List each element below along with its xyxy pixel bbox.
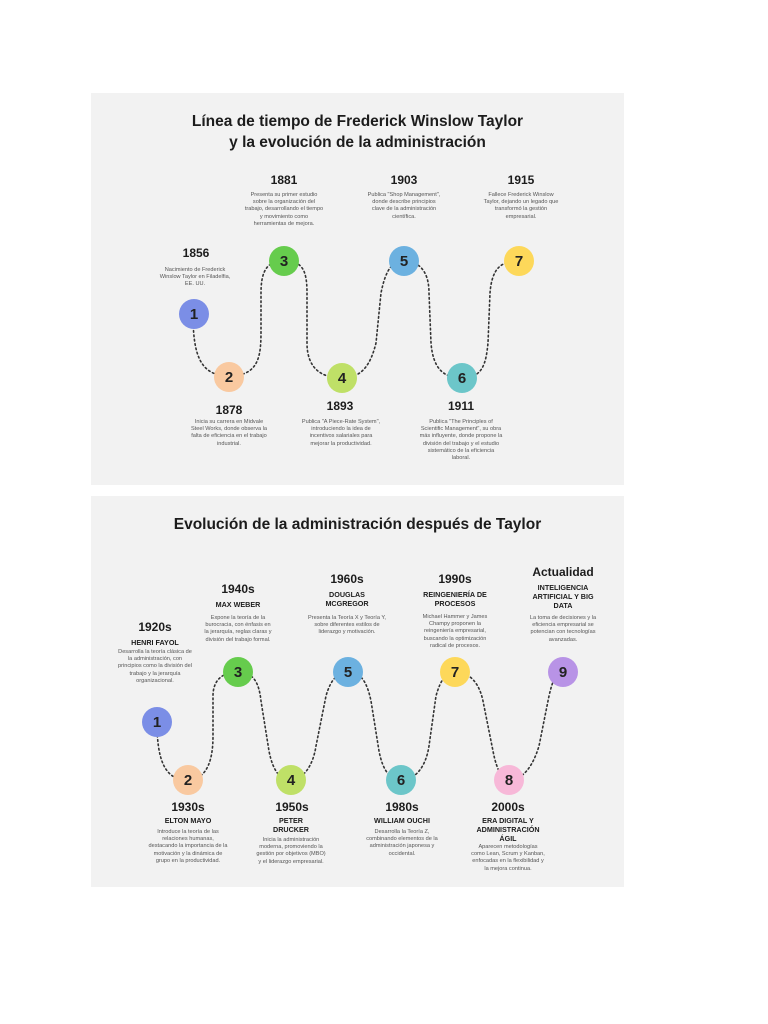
timeline2-year-2: 1930s bbox=[171, 800, 205, 814]
post-taylor-timeline-panel bbox=[91, 496, 624, 887]
timeline2-desc-3: Expone la teoría de la burocracia, con énfasis en la jerarquía, reglas claras y división del trabajo formal. bbox=[204, 615, 272, 643]
timeline1-year-3: 1881 bbox=[270, 173, 298, 187]
timeline1-year-5: 1903 bbox=[390, 173, 418, 187]
timeline2-node-8: 8 bbox=[494, 765, 524, 795]
timeline2-desc-4: Inicia la administración moderna, promoviendo la gestión por objetivos (MBO) y el liderazgo empresarial. bbox=[256, 837, 326, 865]
timeline1-year-7: 1915 bbox=[507, 173, 535, 187]
timeline1-node-5: 5 bbox=[389, 246, 419, 276]
timeline2-year-1: 1920s bbox=[138, 620, 172, 634]
timeline2-name-8: ERA DIGITAL Y ADMINISTRACIÓN ÁGIL bbox=[476, 816, 540, 843]
timeline2-name-7: REINGENIERÍA DE PROCESOS bbox=[423, 590, 487, 608]
timeline2-year-8: 2000s bbox=[491, 800, 525, 814]
timeline2-node-1: 1 bbox=[142, 707, 172, 737]
timeline2-name-6: WILLIAM OUCHI bbox=[374, 816, 430, 825]
timeline1-desc-1: Nacimiento de Frederick Winslow Taylor en Filadelfia, EE. UU. bbox=[159, 267, 231, 288]
timeline2-node-5: 5 bbox=[333, 657, 363, 687]
timeline2-year-7: 1990s bbox=[438, 572, 472, 586]
timeline2-node-4: 4 bbox=[276, 765, 306, 795]
timeline2-year-4: 1950s bbox=[275, 800, 309, 814]
timeline1-desc-2: Inicia su carrera en Midvale Steel Works, donde observa la falta de eficiencia en el trabajo industrial. bbox=[190, 419, 268, 447]
timeline1-desc-5: Publica "Shop Management", donde describe principios clave de la administración científica. bbox=[367, 192, 441, 220]
timeline1-year-1: 1856 bbox=[182, 246, 210, 260]
timeline2-name-2: ELTON MAYO bbox=[164, 816, 212, 825]
timeline1-node-4: 4 bbox=[327, 363, 357, 393]
timeline2-desc-5: Presenta la Teoría X y Teoría Y, sobre diferentes estilos de liderazgo y motivación. bbox=[308, 615, 386, 636]
timeline1-year-2: 1878 bbox=[215, 403, 243, 417]
timeline2-node-2: 2 bbox=[173, 765, 203, 795]
taylor-timeline-panel bbox=[91, 93, 624, 485]
timeline1-node-7: 7 bbox=[504, 246, 534, 276]
timeline1-desc-6: Publica "The Principles of Scientific Management", su obra más influyente, donde propone la división del trabajo y el estudio sistemático de la eficiencia laboral. bbox=[419, 419, 503, 462]
timeline2-year-9: Actualidad bbox=[532, 565, 594, 579]
timeline1-desc-3: Presenta su primer estudio sobre la organización del trabajo, desarrollando el tiempo y movimiento como herramientas de mejora. bbox=[244, 192, 324, 227]
timeline2-name-3: MAX WEBER bbox=[215, 600, 261, 609]
timeline2-desc-6: Desarrolla la Teoría Z, combinando elementos de la administración japonesa y occidental. bbox=[366, 829, 438, 857]
timeline1-title: Línea de tiempo de Frederick Winslow Taylor y la evolución de la administración bbox=[191, 113, 524, 151]
timeline2-desc-9: La toma de decisiones y la eficiencia empresarial se potencian con tecnologías avanzadas. bbox=[529, 615, 597, 643]
timeline1-node-1: 1 bbox=[179, 299, 209, 329]
timeline1-node-3: 3 bbox=[269, 246, 299, 276]
timeline1-desc-7: Fallece Frederick Winslow Taylor, dejando un legado que transformó la gestión empresarial. bbox=[483, 192, 559, 220]
timeline2-name-9: INTELIGENCIA ARTIFICIAL Y BIG DATA bbox=[532, 583, 594, 610]
timeline2-name-5: DOUGLAS MCGREGOR bbox=[325, 590, 369, 608]
timeline1-year-4: 1893 bbox=[326, 399, 354, 413]
timeline1-node-2: 2 bbox=[214, 362, 244, 392]
timeline2-node-3: 3 bbox=[223, 657, 253, 687]
timeline2-node-7: 7 bbox=[440, 657, 470, 687]
timeline2-name-4: PETER DRUCKER bbox=[273, 816, 309, 834]
timeline2-year-5: 1960s bbox=[330, 572, 364, 586]
timeline2-node-6: 6 bbox=[386, 765, 416, 795]
timeline2-desc-7: Michael Hammer y James Champy proponen la reingeniería empresarial, buscando la optimización radical de procesos. bbox=[422, 614, 488, 649]
timeline1-desc-4: Publica "A Piece-Rate System", introduciendo la idea de incentivos salariales para mejorar la productividad. bbox=[301, 419, 381, 447]
timeline2-desc-1: Desarrolla la teoría clásica de la administración, con principios como la división del trabajo y la jerarquía organizacional. bbox=[118, 649, 192, 684]
timeline2-title: Evolución de la administración después de Taylor bbox=[173, 516, 542, 533]
timeline1-year-6: 1911 bbox=[447, 399, 475, 413]
timeline2-node-9: 9 bbox=[548, 657, 578, 687]
timeline2-desc-2: Introduce la teoría de las relaciones humanas, destacando la importancia de la motivación y la dinámica de grupo en la productividad. bbox=[148, 829, 228, 864]
timeline2-year-3: 1940s bbox=[221, 582, 255, 596]
timeline2-name-1: HENRI FAYOL bbox=[131, 638, 179, 647]
timeline2-year-6: 1980s bbox=[385, 800, 419, 814]
timeline1-node-6: 6 bbox=[447, 363, 477, 393]
timeline2-desc-8: Aparecen metodologías como Lean, Scrum y Kanban, enfocadas en la flexibilidad y la mejora continua. bbox=[471, 844, 545, 872]
